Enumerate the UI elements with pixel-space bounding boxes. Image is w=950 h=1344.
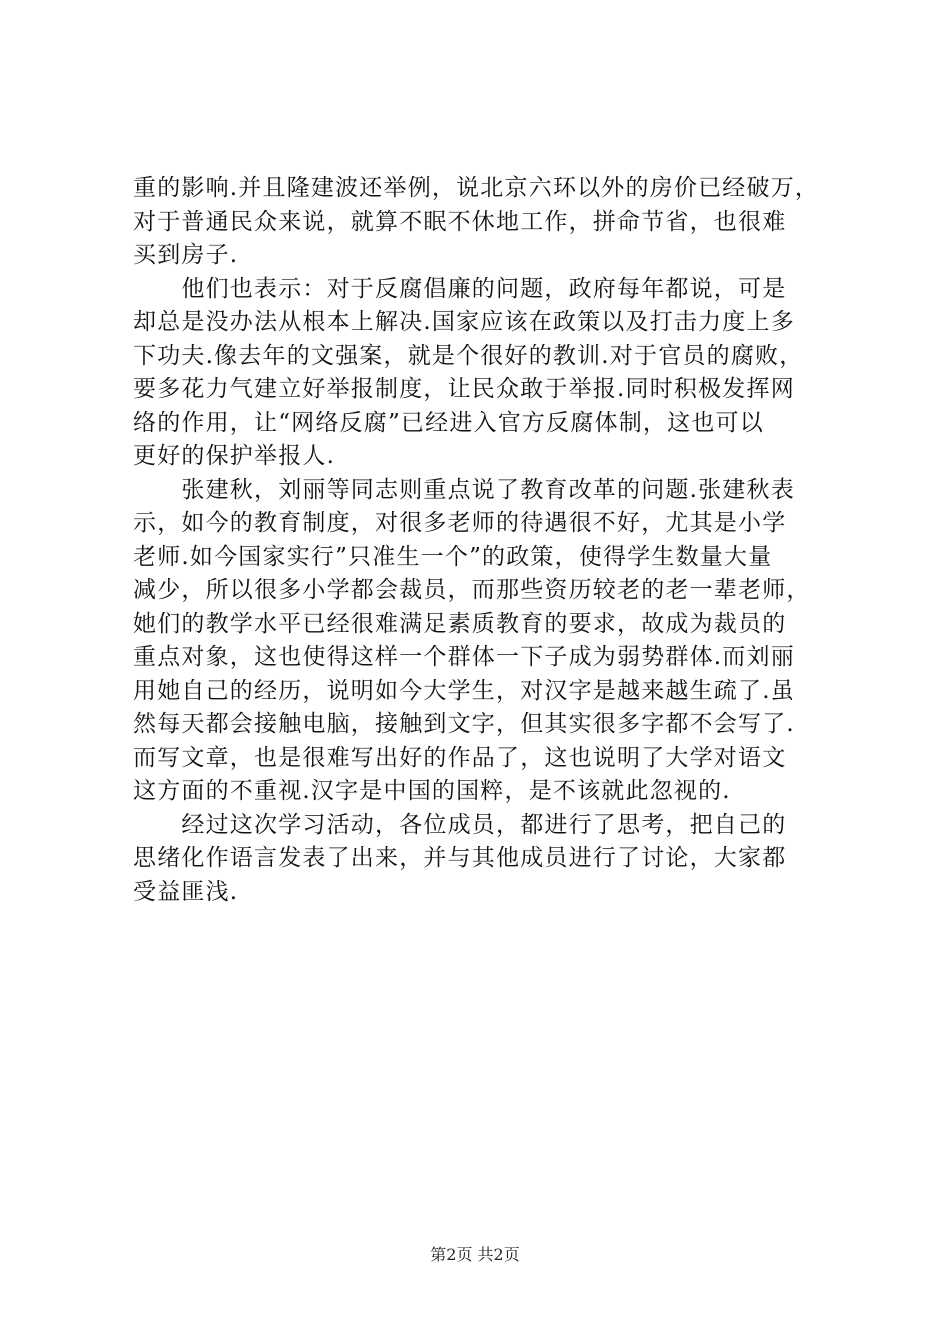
text-line: 重的影响.并且隆建波还举例，说北京六环以外的房价已经破万，	[133, 175, 820, 201]
page-footer: 第2页 共2页	[430, 1245, 520, 1264]
text-line: 然每天都会接触电脑，接触到文字，但其实很多字都不会写了.	[133, 711, 795, 737]
text-line: 下功夫.像去年的文强案，就是个很好的教训.对于官员的腐败，	[133, 342, 804, 369]
text-line: 却总是没办法从根本上解决.国家应该在政策以及打击力度上多	[133, 309, 795, 335]
body-text	[133, 172, 853, 909]
text-line: 更好的保护举报人.	[133, 443, 336, 469]
text-line: 对于普通民众来说，就算不眠不休地工作，拼命节省，也很难	[133, 208, 787, 235]
text-line: 络的作用，让“网络反腐”已经进入官方反腐体制，这也可以	[133, 409, 764, 436]
text-line: 思绪化作语言发表了出来，并与其他成员进行了讨论，大家都	[133, 845, 787, 871]
text-line: 他们也表示：对于反腐倡廉的问题，政府每年都说，可是	[133, 275, 787, 302]
text-line: 减少，所以很多小学都会裁员，而那些资历较老的老一辈老师，	[133, 577, 811, 603]
text-line: 她们的教学水平已经很难满足素质教育的要求，故成为裁员的	[133, 610, 787, 637]
text-line: 买到房子.	[133, 242, 239, 268]
text-line: 要多花力气建立好举报制度，让民众敢于举报.同时积极发挥网	[133, 376, 795, 402]
text-line: 而写文章，也是很难写出好的作品了，这也说明了大学对语文	[133, 744, 787, 771]
text-line: 用她自己的经历，说明如今大学生，对汉字是越来越生疏了.虽	[133, 677, 795, 704]
text-line: 受益匪浅.	[133, 878, 239, 905]
text-line: 张建秋，刘丽等同志则重点说了教育改革的问题.张建秋表	[133, 476, 795, 503]
text-line: 这方面的不重视.汉字是中国的国粹，是不该就此忽视的.	[133, 778, 731, 804]
text-line: 重点对象，这也使得这样一个群体一下子成为弱势群体.而刘丽	[133, 644, 795, 670]
text-line: 老师.如今国家实行”只准生一个”的政策，使得学生数量大量	[133, 543, 773, 570]
text-line: 经过这次学习活动，各位成员，都进行了思考，把自己的	[133, 811, 787, 838]
text-line: 示，如今的教育制度，对很多老师的待遇很不好，尤其是小学	[133, 510, 787, 536]
